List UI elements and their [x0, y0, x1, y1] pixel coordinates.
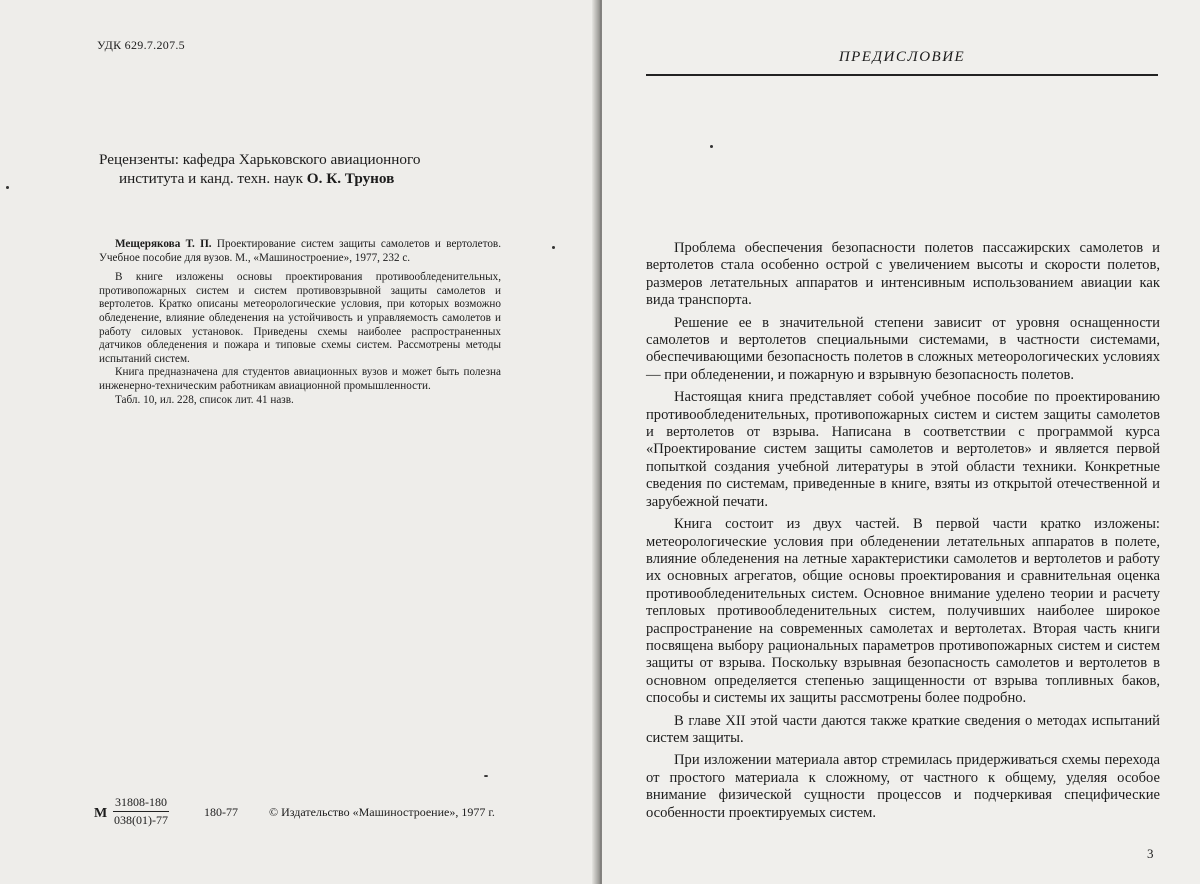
print-speck	[552, 246, 555, 249]
reviewer-name: О. К. Трунов	[306, 170, 395, 187]
udk-code: УДК 629.7.207.5	[97, 38, 185, 52]
chapter-header	[646, 48, 1158, 76]
preface-paragraph-5: В главе XII этой части даются также краткие сведения о методах испытаний систем защиты.	[646, 712, 1160, 746]
annotation-paragraph-2: Книга предназначена для студентов авиационных вузов и может быть полезна инженерно-техническим работникам авиационной промышленности.	[99, 366, 501, 392]
imprint-fraction	[113, 795, 169, 828]
bibliographic-text: Проектирование систем защиты самолетов и вертолетов. Учебное пособие для вузов. М., «Машиностроение», 1977, 232 с.	[99, 238, 502, 264]
annotation-block	[99, 238, 501, 407]
print-speck	[710, 145, 713, 148]
annotation-paragraph-1: В книге изложены основы проектирования противообледенительных, противопожарных систем и систем противовзрывной защиты самолетов и вертолетов. Кратко описаны метеорологические условия, при которых возможно обледенение, влияние обледенения на устойчивость и управляемость самолетов и работу силовых установок. Приведены схемы наиболее распространенных датчиков обледенения и пожара и типовые схемы систем. Рассмотрены методы испытаний систем.	[99, 271, 501, 365]
annotation-paragraph-3: Табл. 10, ил. 228, список лит. 41 назв.	[115, 393, 294, 406]
imprint-letter: М	[94, 806, 108, 821]
chapter-title: ПРЕДИСЛОВИЕ	[838, 49, 966, 65]
imprint-numerator: 31808-180	[113, 795, 169, 812]
reviewers-line-1: Рецензенты: кафедра Харьковского авиационного	[99, 151, 421, 168]
imprint-denominator: 038(01)-77	[114, 813, 168, 827]
page-number: 3	[1147, 846, 1154, 861]
annotation-author: Мещерякова Т. П.	[115, 238, 212, 250]
print-speck	[484, 775, 488, 777]
imprint-line	[94, 795, 564, 835]
reviewers-block	[99, 150, 519, 188]
imprint-price-code: 180-77	[204, 805, 238, 819]
copyright-notice: © Издательство «Машиностроение», 1977 г.	[269, 805, 495, 819]
preface-paragraph-1: Проблема обеспечения безопасности полетов пассажирских самолетов и вертолетов стала особенно острой с увеличением высоты и скорости полетов, размеров летательных аппаратов и интенсивным использованием авиации как вида транспорта.	[646, 240, 1160, 309]
preface-paragraph-4: Книга состоит из двух частей. В первой части кратко изложены: метеорологические условия при обледенении летательных аппаратов в полете, влияние обледенения на летные характеристики самолетов и вертолетов и работу их основных агрегатов, общие основы проектирования и сравнительная оценка противообледенительных систем. Основное внимание уделено теории и расчету тепловых противообледенительных систем, получивших наиболее широкое распространение на современных самолетах и вертолетах. Вторая часть книги посвящена выбору рациональных параметров противопожарных систем и систем защиты от взрыва. Поскольку взрывная безопасность самолетов и вертолетов в основном определяется степенью защищенности от взрыва топливных баков, способы и системы их защиты рассмотрены более подробно.	[646, 516, 1160, 707]
reviewers-line-2	[99, 169, 519, 188]
preface-paragraph-3: Настоящая книга представляет собой учебное пособие по проектированию противообледенительных, противопожарных систем и систем защиты самолетов и вертолетов от взрыва. Написана в соответствии с программой курса «Проектирование систем защиты самолетов и вертолетов» и является первой попыткой создания учебной литературы в этой области техники. Конкретные сведения по системам, приведенные в книге, взяты из открытой отечественной и зарубежной печати.	[646, 389, 1160, 510]
print-speck	[6, 186, 9, 189]
preface-body	[646, 240, 1160, 827]
reviewers-institute: института и канд. техн. наук	[119, 170, 303, 187]
preface-paragraph-6: При изложении материала автор стремилась придерживаться схемы перехода от простого материала к сложному, от частного к общему, уделяя особое внимание физической сущности процессов и подчеркивая специфические особенности проектируемых систем.	[646, 752, 1160, 821]
bibliographic-entry	[99, 238, 501, 265]
left-page	[0, 0, 598, 884]
preface-paragraph-2: Решение ее в значительной степени зависит от уровня оснащенности самолетов и вертолетов специальными системами, в частности системами, обеспечивающими безопасность полетов в сложных метеорологических условиях — при обледенении, и пожарную и взрывную безопасность полетов.	[646, 314, 1160, 383]
